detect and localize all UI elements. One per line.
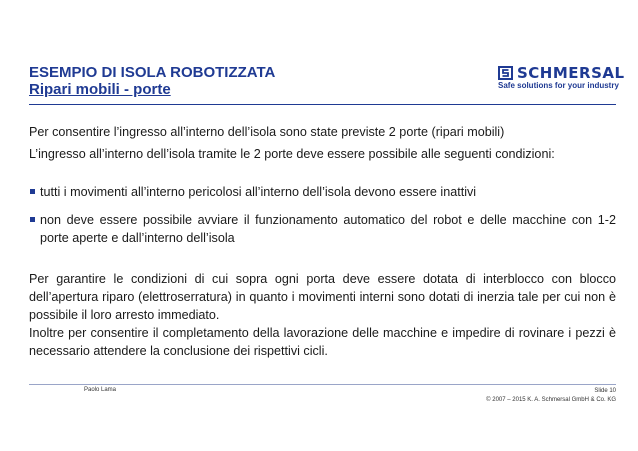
bullet-text: tutti i movimenti all’interno pericolosi all’interno dell’isola devono essere inattivi: [40, 185, 477, 199]
paragraph-cycles: Inoltre per consentire il completamento della lavorazione delle macchine e impedire di rovinare i pezzi è necessario attendere la conclusione dei rispettivi cicli.: [29, 326, 616, 358]
intro-line-2: L’ingresso all’interno dell’isola tramite le 2 porte deve essere possibile alle seguenti condizioni:: [29, 147, 555, 161]
bullet-square-icon: [29, 211, 37, 229]
list-item: [29, 183, 616, 201]
bullet-text: non deve essere possibile avviare il funzionamento automatico del robot e delle macchine con 1-2 porte aperte e dall’interno dell’isola: [40, 213, 616, 245]
company-logo: [498, 64, 625, 94]
copyright: © 2007 – 2015 K. A. Schmersal GmbH & Co. KG: [486, 397, 616, 403]
logo-brand-name: SCHMERSAL: [517, 64, 625, 82]
title-divider: [29, 104, 616, 105]
intro-line-1: Per consentire l’ingresso all’interno dell’isola sono state previste 2 porte (ripari mobili): [29, 125, 505, 139]
footer-info: [486, 387, 616, 405]
slide-number: Slide 10: [594, 388, 616, 394]
list-item: [29, 211, 616, 247]
footer-divider: [29, 384, 616, 385]
bullet-square-icon: [29, 183, 37, 201]
page-subtitle: Ripari mobili - porte: [29, 81, 171, 98]
schmersal-logo-icon: [498, 66, 513, 80]
logo-tagline: Safe solutions for your industry: [498, 81, 619, 90]
page-title: ESEMPIO DI ISOLA ROBOTIZZATA: [29, 64, 276, 81]
footer-author: Paolo Lama: [84, 387, 117, 393]
paragraph-interlock: Per garantire le condizioni di cui sopra ogni porta deve essere dotata di interblocco con blocco dell’apertura riparo (elettroserratura) in quanto i movimenti interni sono dotati di inerzia tale per cui non è possibile il loro arresto immediato.: [29, 272, 616, 322]
